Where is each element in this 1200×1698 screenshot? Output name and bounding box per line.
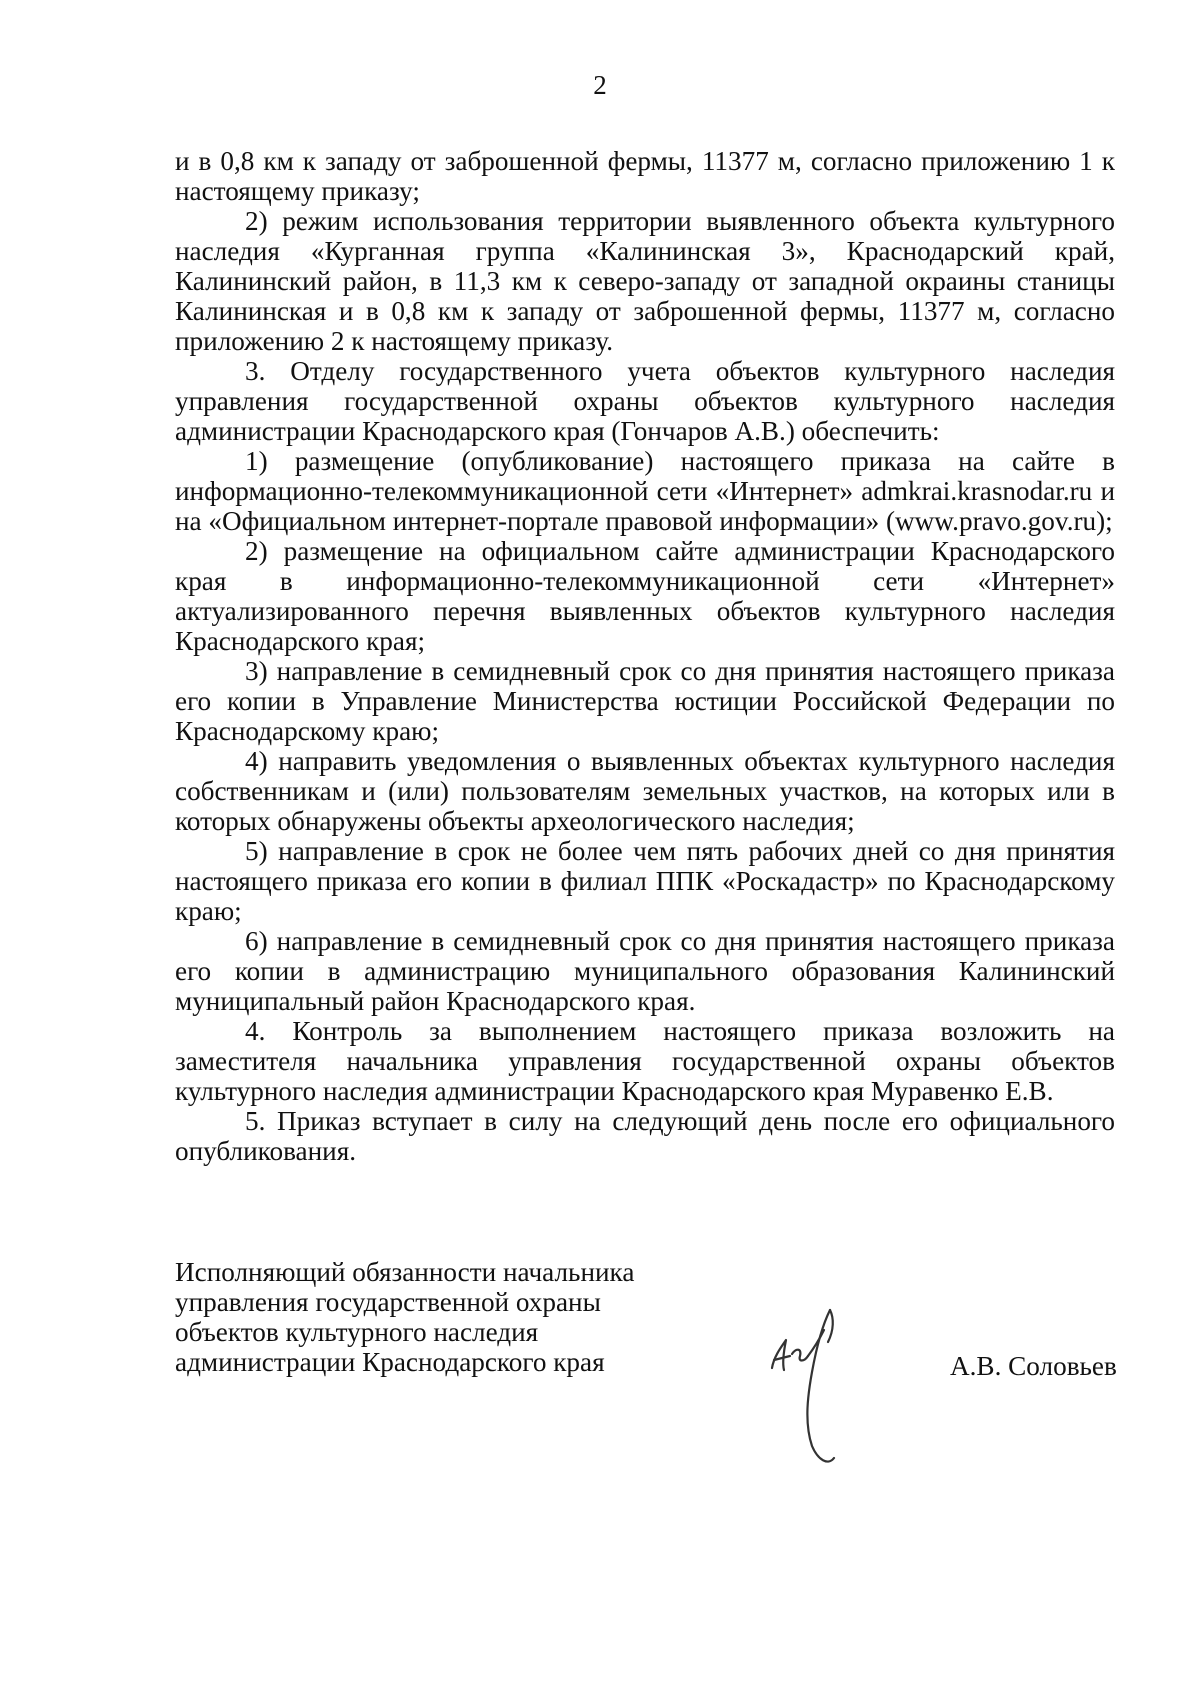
handwritten-signature bbox=[760, 1290, 870, 1480]
signatory-title-line: администрации Краснодарского края bbox=[175, 1347, 605, 1377]
signatory-title bbox=[175, 1257, 775, 1377]
paragraph: 4. Контроль за выполнением настоящего приказа возложить на заместителя начальника управления государственной охраны объектов культурного наследия администрации Краснодарского края Муравенко Е.В. bbox=[175, 1016, 1115, 1106]
paragraph: 3) направление в семидневный срок со дня принятия настоящего приказа его копии в Управление Министерства юстиции Российской Федерации по Краснодарскому краю; bbox=[175, 656, 1115, 746]
paragraph: 1) размещение (опубликование) настоящего приказа на сайте в информационно-телекоммуникационной сети «Интернет» admkrai.krasnodar.ru и на «Официальном интернет-портале правовой информации» (www.pravo.gov.ru); bbox=[175, 446, 1115, 536]
paragraph: 5. Приказ вступает в силу на следующий день после его официального опубликования. bbox=[175, 1106, 1115, 1166]
signatory-title-line: управления государственной охраны bbox=[175, 1287, 601, 1317]
paragraph: 3. Отделу государственного учета объектов культурного наследия управления государственной охраны объектов культурного наследия администрации Краснодарского края (Гончаров А.В.) обеспечить: bbox=[175, 356, 1115, 446]
paragraph: и в 0,8 км к западу от заброшенной фермы, 11377 м, согласно приложению 1 к настоящему приказу; bbox=[175, 146, 1115, 206]
signatory-title-line: объектов культурного наследия bbox=[175, 1317, 539, 1347]
page-number: 2 bbox=[593, 70, 607, 100]
paragraph: 2) режим использования территории выявленного объекта культурного наследия «Курганная группа «Калининская 3», Краснодарский край, Калининский район, в 11,3 км к северо-западу от западной окраины станицы Калининская и в 0,8 км к западу от заброшенной фермы, 11377 м, согласно приложению 2 к настоящему приказу. bbox=[175, 206, 1115, 356]
signatory-name: А.В. Соловьев bbox=[950, 1351, 1117, 1381]
paragraph: 4) направить уведомления о выявленных объектах культурного наследия собственникам и (или) пользователям земельных участков, на которых или в которых обнаружены объекты археологического наследия; bbox=[175, 746, 1115, 836]
signatory-title-line: Исполняющий обязанности начальника bbox=[175, 1257, 635, 1287]
paragraph: 5) направление в срок не более чем пять рабочих дней со дня принятия настоящего приказа его копии в филиал ППК «Роскадастр» по Краснодарскому краю; bbox=[175, 836, 1115, 926]
paragraph: 6) направление в семидневный срок со дня принятия настоящего приказа его копии в администрацию муниципального образования Калининский муниципальный район Краснодарского края. bbox=[175, 926, 1115, 1016]
document-body bbox=[175, 146, 1115, 1166]
paragraph: 2) размещение на официальном сайте администрации Краснодарского края в информационно-телекоммуникационной сети «Интернет» актуализированного перечня выявленных объектов культурного наследия Краснодарского края; bbox=[175, 536, 1115, 656]
